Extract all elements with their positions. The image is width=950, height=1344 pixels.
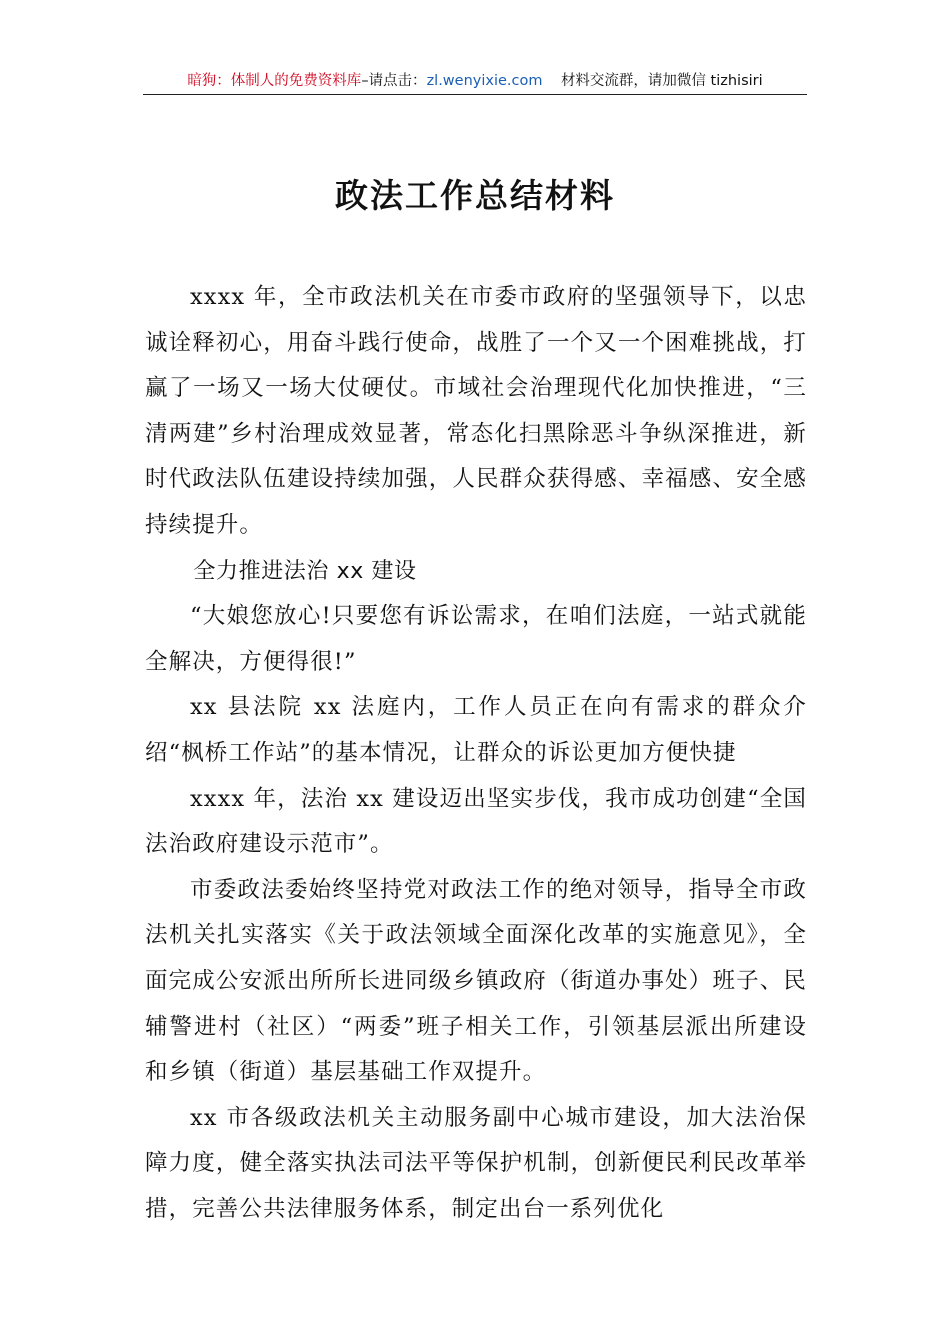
paragraph-intro: xxxx 年，全市政法机关在市委市政府的坚强领导下，以忠诚诠释初心，用奋斗践行使命，战胜了一个又一个困难挑战，打赢了一场又一场大仗硬仗。市域社会治理现代化加快推进，“三清两建”乡村治理成效显著，常态化扫黑除恶斗争纵深推进，新时代政法队伍建设持续加强，人民群众获得感、幸福感、安全感持续提升。 xyxy=(145,284,807,538)
site-url-link[interactable]: zl.wenyixie.com xyxy=(426,73,543,89)
paragraph-court: xx 县法院 xx 法庭内，工作人员正在向有需求的群众介绍“枫桥工作站”的基本情况，让群众的诉讼更加方便快捷 xyxy=(145,694,807,766)
paragraph-quote: “大娘您放心!只要您有诉讼需求，在咱们法庭，一站式就能全解决，方便得很!” xyxy=(145,603,807,675)
section-heading: 全力推进法治 xx 建设 xyxy=(193,558,417,584)
document-title: 政法工作总结材料 xyxy=(335,176,615,215)
document-body xyxy=(145,275,807,1232)
paragraph-committee: 市委政法委始终坚持党对政法工作的绝对领导，指导全市政法机关扎实落实《关于政法领域全面深化改革的实施意见》，全面完成公安派出所所长进同级乡镇政府（街道办事处）班子、民辅警进村（社区）“两委”班子相关工作，引领基层派出所建设和乡镇（街道）基层基础工作双提升。 xyxy=(145,876,807,1086)
page-header xyxy=(143,70,807,95)
wechat-group-note: 材料交流群，请加微信 tizhisiri xyxy=(560,73,763,89)
paragraph-rule-of-law: xxxx 年，法治 xx 建设迈出坚实步伐，我市成功创建“全国法治政府建设示范市”。 xyxy=(145,785,807,858)
paragraph-city-organs: xx 市各级政法机关主动服务副中心城市建设，加大法治保障力度，健全落实执法司法平等保护机制，创新便民利民改革举措，完善公共法律服务体系，制定出台一系列优化 xyxy=(145,1104,807,1222)
click-prompt: –请点击： xyxy=(361,73,427,89)
site-name[interactable]: 暗狗：体制人的免费资料库 xyxy=(187,73,362,89)
